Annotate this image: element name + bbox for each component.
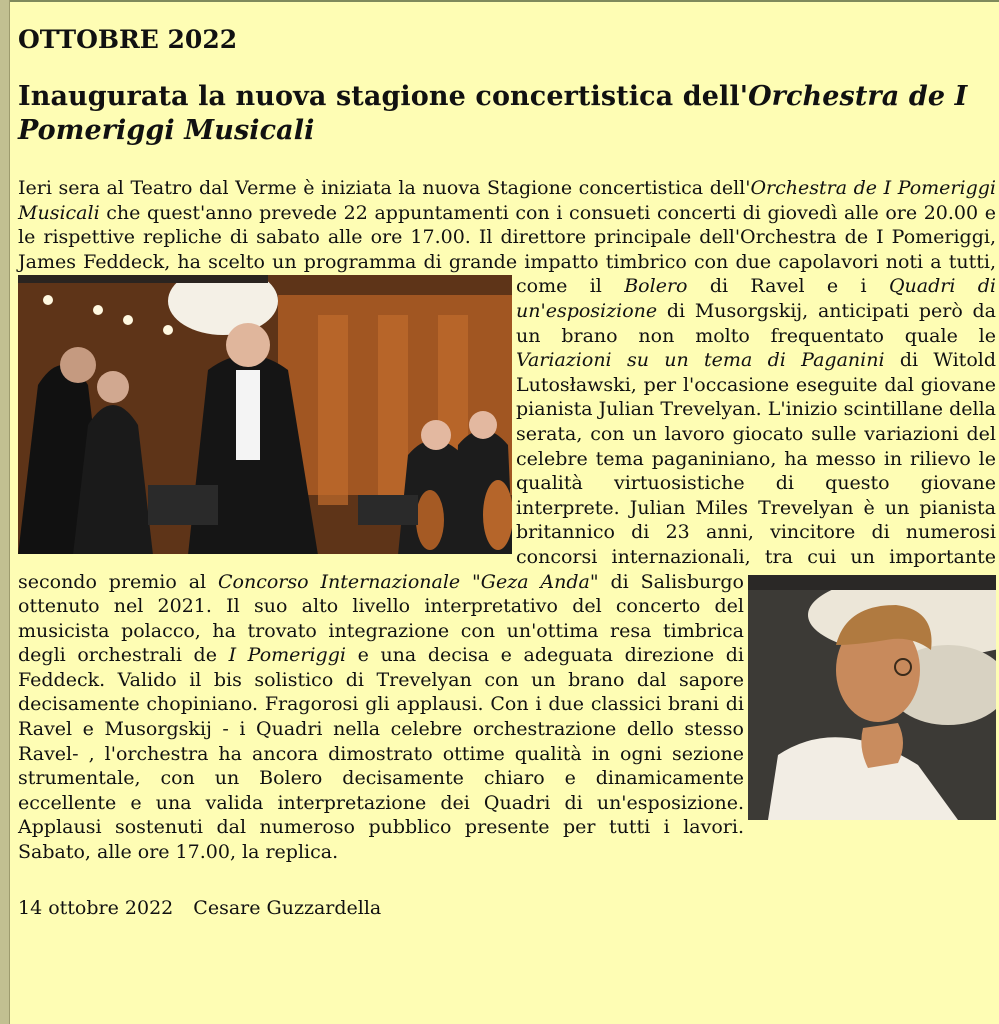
- top-border: [0, 0, 999, 5]
- article-text: di Musorgskij, anticipati però da un brano non molto frequentato quale le: [516, 299, 996, 347]
- pianist-photo: [748, 575, 996, 820]
- article-italic: Variazioni su un tema di Paganini: [516, 349, 885, 372]
- article-signature: [18, 895, 996, 921]
- article-text: che quest'anno prevede 22 appuntamenti con i consueti concerti di giovedì alle ore 20.00 e le rispettive repliche di sabato alle ore 17.00. Il direttore principale dell'Orchestra de I Pomeriggi, James Feddeck, ha scelto un programma di grande impatto timbrico con due capolavori noti a tutti, come il: [18, 201, 996, 298]
- article-headline: [18, 80, 996, 148]
- article-body: [18, 176, 996, 865]
- article-text: e una decisa e adeguata direzione di Feddeck. Valido il bis solistico di Trevelyan con un brano dal sapore decisamente chopiniano. Fragorosi gli applausi. Con i due classici brani di Ravel e Musorgskij - i Quadri nella celebre orchestrazione dello stesso Ravel- , l'orchestra ha ancora dimostrato ottime qualità in ogni sezione strumentale, con un Bolero decisamente chiaro e dinamicamente eccellente e una valida interpretazione dei Quadri di un'esposizione. Applausi sostenuti dal numeroso pubblico presente per tutti i lavori. Sabato, alle ore 17.00, la replica.: [18, 644, 744, 864]
- article-text: di Witold Lutosławski, per l'occasione eseguite dal giovane pianista Julian Trevelyan. L'inizio scintillane della serata, con un lavoro giocato sulle variazioni del celebre tema paganiniano, ha messo in rilievo le qualità virtuosistiche di questo giovane interprete. Julian Miles Trevelyan è un pianista britannico di 23 anni, vincitore di numerosi concorsi internazionali, tra cui un importante secondo premio al: [18, 349, 996, 593]
- left-border: [0, 0, 10, 1024]
- article-text: di Ravel e i: [687, 275, 889, 298]
- headline-italic: Orchestra de I Pomeriggi Musicali: [18, 81, 968, 146]
- article-italic: Quadri di un'esposizione: [516, 275, 996, 322]
- article-italic: Concorso Internazionale "Geza Anda": [218, 570, 599, 593]
- headline-text: Inaugurata la nuova stagione concertistica dell': [18, 81, 749, 112]
- month-heading: OTTOBRE 2022: [18, 25, 238, 54]
- signature-author: Cesare Guzzardella: [193, 896, 382, 919]
- orchestra-photo: [18, 275, 512, 554]
- article-italic: Bolero: [624, 275, 688, 298]
- article-italic: I Pomeriggi: [228, 644, 346, 667]
- pianist-photo-illustration: [748, 575, 996, 820]
- orchestra-photo-illustration: [18, 275, 512, 554]
- article-page: [18, 20, 996, 921]
- article-text: Ieri sera al Teatro dal Verme è iniziata la nuova Stagione concertistica dell': [18, 177, 751, 199]
- article-text: di Salisburgo ottenuto nel 2021. Il suo alto livello interpretativo del concerto del musicista polacco, ha trovato integrazione con un'ottima resa timbrica degli orchestrali de: [18, 570, 744, 667]
- signature-date: 14 ottobre 2022: [18, 896, 174, 919]
- article-italic: Orchestra de I Pomeriggi Musicali: [18, 177, 996, 224]
